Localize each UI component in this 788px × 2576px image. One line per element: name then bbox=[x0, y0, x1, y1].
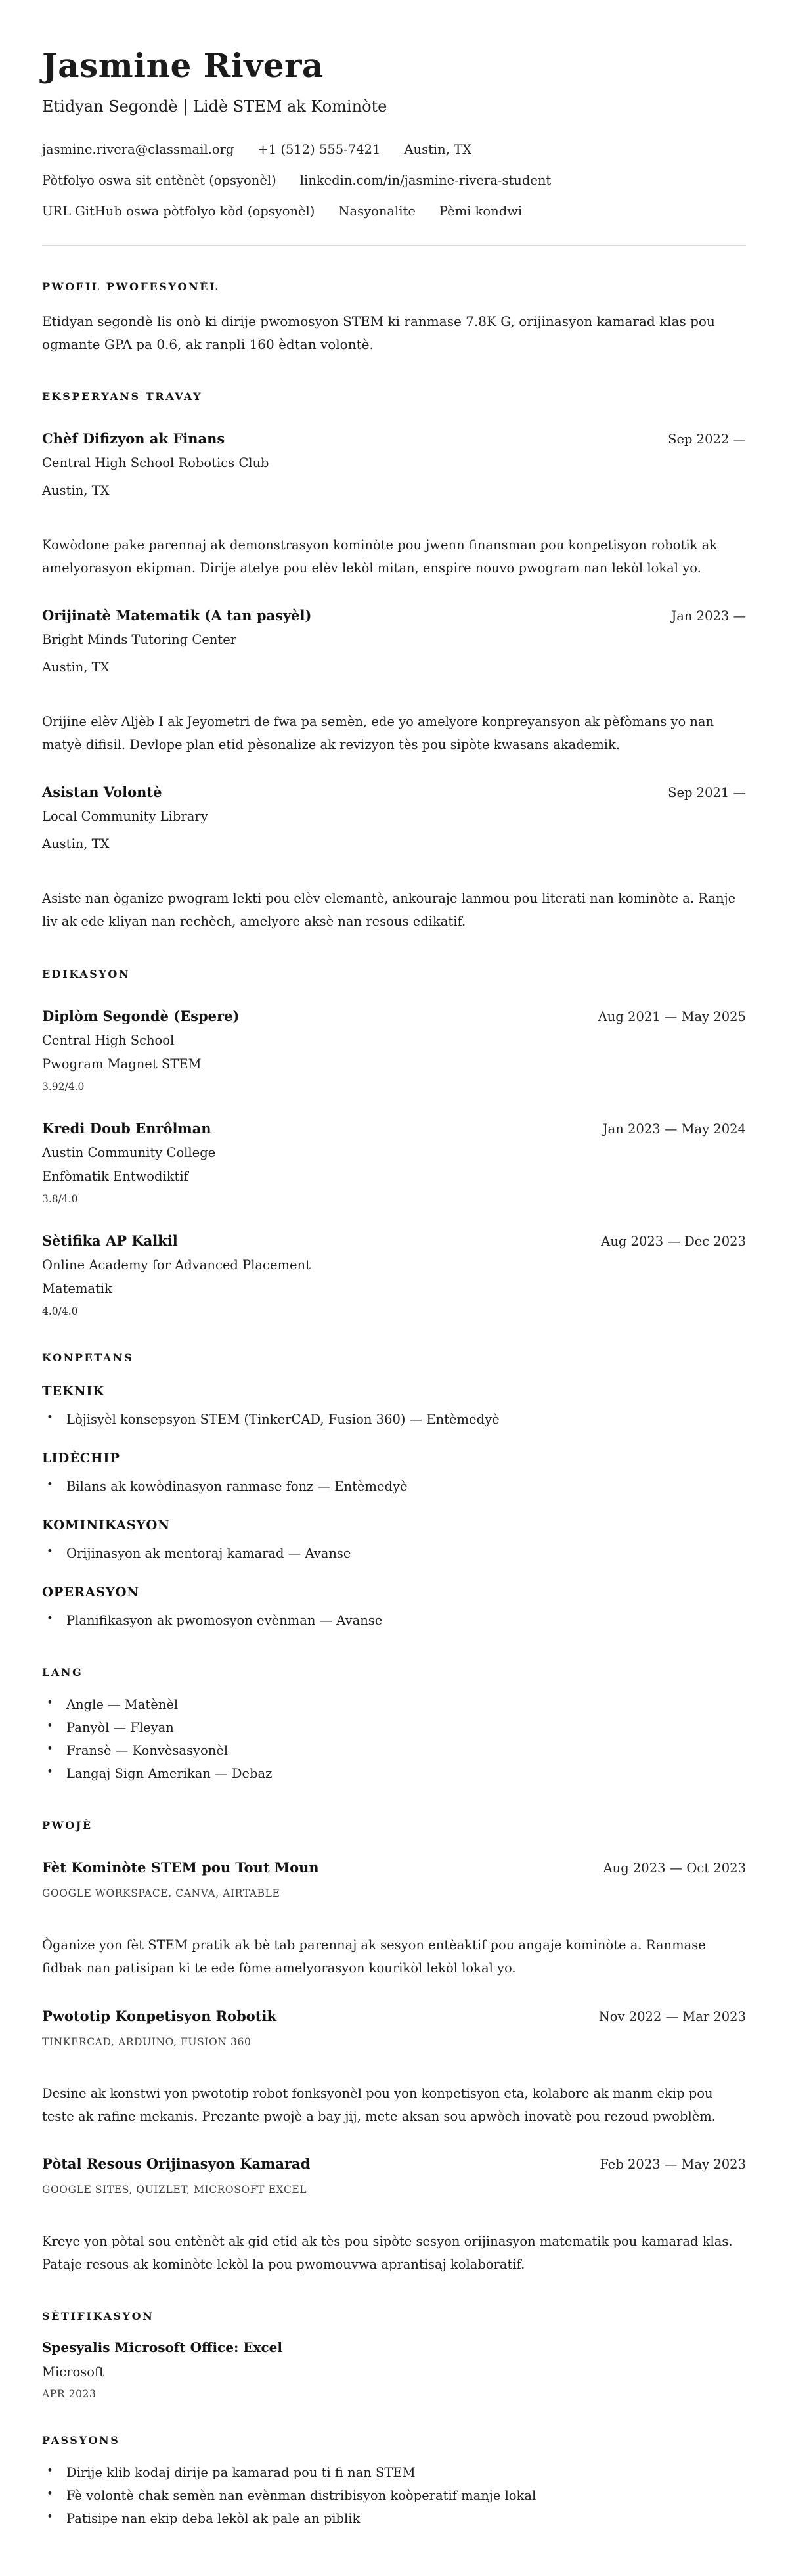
job-description: Orijine elèv Aljèb I ak Jeyometri de fwa pa semèn, ede yo amelyore konpreyansyon ak pèfòmans yo nan matyè difisil. Devlope plan etid pèsonalize ak revizyon tès pou sipòte kwasans akademik. bbox=[42, 714, 714, 753]
education-entry bbox=[42, 1120, 746, 1205]
education-entry bbox=[42, 1232, 746, 1317]
contact-row-3 bbox=[42, 204, 746, 219]
education-dates: Aug 2021 — May 2025 bbox=[598, 1008, 746, 1024]
contact-github-placeholder: URL GitHub oswa pòtfolyo kòd (opsyonèl) bbox=[42, 204, 315, 219]
skill-category bbox=[42, 1585, 746, 1632]
contact-location: Austin, TX bbox=[404, 142, 471, 157]
job-location: Austin, TX bbox=[42, 660, 110, 675]
project-entry bbox=[42, 1859, 746, 1979]
project-entry-head bbox=[42, 1859, 746, 1876]
project-description: Kreye yon pòtal sou entènèt ak gid etid ak tès pou sipòte sesyon orijinasyon matematik pou kamarad klas. Pataje resous ak kominòte lekòl la pou pwomouvwa aprantisaj kolaboratif. bbox=[42, 2233, 733, 2272]
education-entry-head bbox=[42, 1232, 746, 1249]
section-skills bbox=[42, 1351, 746, 1632]
profile-text: Etidyan segondè lis onò ki dirije pwomosyon STEM ki ranmase 7.8K G, orijinasyon kamarad klas pou ogmante GPA pa 0.6, ak ranpli 160 èdtan volontè. bbox=[42, 313, 715, 352]
job-dates: Jan 2023 — bbox=[671, 608, 746, 624]
passion-item: • Patisipe nan ekip deba lekòl ak pale an piblik bbox=[42, 2507, 746, 2530]
contact-portfolio-placeholder: Pòtfolyo oswa sit entènèt (opsyonèl) bbox=[42, 173, 276, 188]
certification-entry bbox=[42, 2339, 746, 2400]
job-location: Austin, TX bbox=[42, 483, 110, 498]
project-title: Pwototip Konpetisyon Robotik bbox=[42, 2007, 277, 2024]
job-description: Kowòdone pake parennaj ak demonstrasyon kominòte pou jwenn finansman pou konpetisyon robotik ak amelyorasyon ekipman. Dirije atelye pou elèv lekòl mitan, enspire nouvo pwogram nan lekòl lokal yo. bbox=[42, 537, 718, 576]
job-description: Asiste nan òganize pwogram lekti pou elèv elemantè, ankouraje lanmou pou literati nan kominòte a. Ranje liv ak ede kliyan nan rechèch, amelyore aksè nan resous edikatif. bbox=[42, 891, 736, 930]
passion-item: • Fè volontè chak semèn nan evènman distribisyon koòperatif manje lokal bbox=[42, 2484, 746, 2507]
job-company: Local Community Library bbox=[42, 809, 208, 825]
job-title: Orijinatè Matematik (A tan pasyèl) bbox=[42, 607, 312, 624]
job-entry bbox=[42, 607, 746, 756]
project-entry bbox=[42, 2008, 746, 2128]
project-dates: Aug 2023 — Oct 2023 bbox=[603, 1861, 746, 1876]
education-heading: EDIKASYON bbox=[42, 967, 131, 980]
education-dates: Jan 2023 — May 2024 bbox=[602, 1121, 746, 1137]
contact-row-2 bbox=[42, 173, 746, 188]
skill-list bbox=[42, 1475, 746, 1498]
section-projects bbox=[42, 1819, 746, 2276]
language-item: • Langaj Sign Amerikan — Debaz bbox=[42, 1762, 746, 1785]
skill-list bbox=[42, 1542, 746, 1565]
skill-category-name: TEKNIK bbox=[42, 1383, 105, 1399]
contact-phone: +1 (512) 555-7421 bbox=[257, 142, 381, 157]
projects-heading: PWOJÈ bbox=[42, 1819, 93, 1832]
certification-date: APR 2023 bbox=[42, 2387, 97, 2400]
education-entry-head bbox=[42, 1120, 746, 1137]
section-experience bbox=[42, 390, 746, 934]
job-title: Asistan Volontè bbox=[42, 784, 162, 801]
degree-title: Sètifika AP Kalkil bbox=[42, 1232, 178, 1249]
job-entry-head bbox=[42, 430, 746, 447]
skills-heading: KONPETANS bbox=[42, 1351, 134, 1364]
certifications-heading: SÈTIFIKASYON bbox=[42, 2309, 154, 2322]
job-dates: Sep 2021 — bbox=[668, 785, 746, 801]
skill-category-name: LIDÈCHIP bbox=[42, 1450, 120, 1466]
contact-nationality-placeholder: Nasyonalite bbox=[338, 204, 416, 219]
passion-item: • Dirije klib kodaj dirije pa kamarad pou ti fi nan STEM bbox=[42, 2461, 746, 2484]
education-entry-head bbox=[42, 1008, 746, 1024]
section-certifications bbox=[42, 2310, 746, 2400]
project-title: Pòtal Resous Orijinasyon Kamarad bbox=[42, 2155, 311, 2172]
project-tools: GOOGLE SITES, QUIZLET, MICROSOFT EXCEL bbox=[42, 2183, 307, 2196]
contact-driving-license-placeholder: Pèmi kondwi bbox=[439, 204, 523, 219]
job-title: Chèf Difizyon ak Finans bbox=[42, 430, 225, 447]
education-entry bbox=[42, 1008, 746, 1093]
project-tools: TINKERCAD, ARDUINO, FUSION 360 bbox=[42, 2035, 252, 2048]
project-dates: Nov 2022 — Mar 2023 bbox=[598, 2008, 746, 2024]
education-field: Pwogram Magnet STEM bbox=[42, 1056, 202, 1072]
skill-category bbox=[42, 1451, 746, 1498]
project-title: Fèt Kominòte STEM pou Tout Moun bbox=[42, 1859, 319, 1876]
section-languages bbox=[42, 1666, 746, 1785]
resume-tagline: Etidyan Segondè | Lidè STEM ak Kominòte bbox=[42, 97, 387, 116]
skill-item: • Orijinasyon ak mentoraj kamarad — Avanse bbox=[42, 1542, 746, 1565]
section-passions bbox=[42, 2434, 746, 2530]
profile-heading: PWOFIL PWOFESYONÈL bbox=[42, 281, 219, 293]
job-company: Central High School Robotics Club bbox=[42, 455, 269, 470]
language-list bbox=[42, 1693, 746, 1785]
job-company: Bright Minds Tutoring Center bbox=[42, 632, 237, 648]
job-entry-head bbox=[42, 607, 746, 623]
project-description: Desine ak konstwi yon pwototip robot fonksyonèl pou yon konpetisyon eta, kolabore ak manm ekip pou teste ak rafine mekanis. Prezante pwojè a bay jij, mete aksan sou apwòch inovatè pou rezoud pwoblèm. bbox=[42, 2085, 716, 2124]
skill-category bbox=[42, 1384, 746, 1431]
languages-heading: LANG bbox=[42, 1665, 83, 1679]
header-divider bbox=[42, 245, 746, 246]
language-item: • Panyòl — Fleyan bbox=[42, 1716, 746, 1739]
project-tools: GOOGLE WORKSPACE, CANVA, AIRTABLE bbox=[42, 1887, 280, 1900]
education-dates: Aug 2023 — Dec 2023 bbox=[601, 1233, 746, 1249]
passion-list bbox=[42, 2461, 746, 2530]
skill-item: • Lòjisyèl konsepsyon STEM (TinkerCAD, Fusion 360) — Entèmedyè bbox=[42, 1408, 746, 1431]
education-gpa: 3.92/4.0 bbox=[42, 1080, 85, 1093]
skill-category bbox=[42, 1518, 746, 1565]
skill-item: • Bilans ak kowòdinasyon ranmase fonz — Entèmedyè bbox=[42, 1475, 746, 1498]
job-dates: Sep 2022 — bbox=[668, 432, 746, 447]
project-entry-head bbox=[42, 2008, 746, 2024]
project-dates: Feb 2023 — May 2023 bbox=[600, 2156, 746, 2172]
project-entry-head bbox=[42, 2156, 746, 2172]
job-entry-head bbox=[42, 784, 746, 800]
education-school: Austin Community College bbox=[42, 1144, 216, 1160]
resume-header bbox=[42, 47, 746, 219]
contact-row-1 bbox=[42, 142, 746, 157]
contact-linkedin: linkedin.com/in/jasmine-rivera-student bbox=[299, 173, 552, 188]
project-description: Òganize yon fèt STEM pratik ak bè tab parennaj ak sesyon entèaktif pou angaje kominòte a. Ranmase fidbak nan patisipan ki te ede fòme amelyorasyon kourikòl lekòl lokal yo. bbox=[42, 1937, 706, 1976]
language-item: • Angle — Matènèl bbox=[42, 1693, 746, 1716]
education-gpa: 3.8/4.0 bbox=[42, 1192, 78, 1205]
degree-title: Kredi Doub Enrôlman bbox=[42, 1119, 211, 1137]
education-school: Central High School bbox=[42, 1032, 175, 1048]
job-entry bbox=[42, 430, 746, 579]
experience-heading: EKSPERYANS TRAVAY bbox=[42, 390, 203, 403]
certification-title: Spesyalis Microsoft Office: Excel bbox=[42, 2339, 282, 2355]
job-entry bbox=[42, 784, 746, 933]
certification-issuer: Microsoft bbox=[42, 2364, 104, 2380]
skill-category-name: OPERASYON bbox=[42, 1584, 139, 1600]
skill-category-name: KOMINIKASYON bbox=[42, 1517, 170, 1533]
passions-heading: PASSYONS bbox=[42, 2433, 120, 2447]
project-entry bbox=[42, 2156, 746, 2276]
job-location: Austin, TX bbox=[42, 836, 110, 852]
skill-list bbox=[42, 1408, 746, 1431]
resume-name: Jasmine Rivera bbox=[42, 46, 324, 85]
section-education bbox=[42, 968, 746, 1317]
education-field: Enfòmatik Entwodiktif bbox=[42, 1168, 188, 1184]
language-item: • Fransè — Konvèsasyonèl bbox=[42, 1739, 746, 1762]
contact-email: jasmine.rivera@classmail.org bbox=[42, 142, 234, 157]
skill-item: • Planifikasyon ak pwomosyon evènman — Avanse bbox=[42, 1609, 746, 1632]
degree-title: Diplòm Segondè (Espere) bbox=[42, 1007, 240, 1024]
education-school: Online Academy for Advanced Placement bbox=[42, 1257, 311, 1273]
section-profile bbox=[42, 281, 746, 356]
education-gpa: 4.0/4.0 bbox=[42, 1305, 78, 1317]
education-field: Matematik bbox=[42, 1280, 112, 1296]
skill-list bbox=[42, 1609, 746, 1632]
